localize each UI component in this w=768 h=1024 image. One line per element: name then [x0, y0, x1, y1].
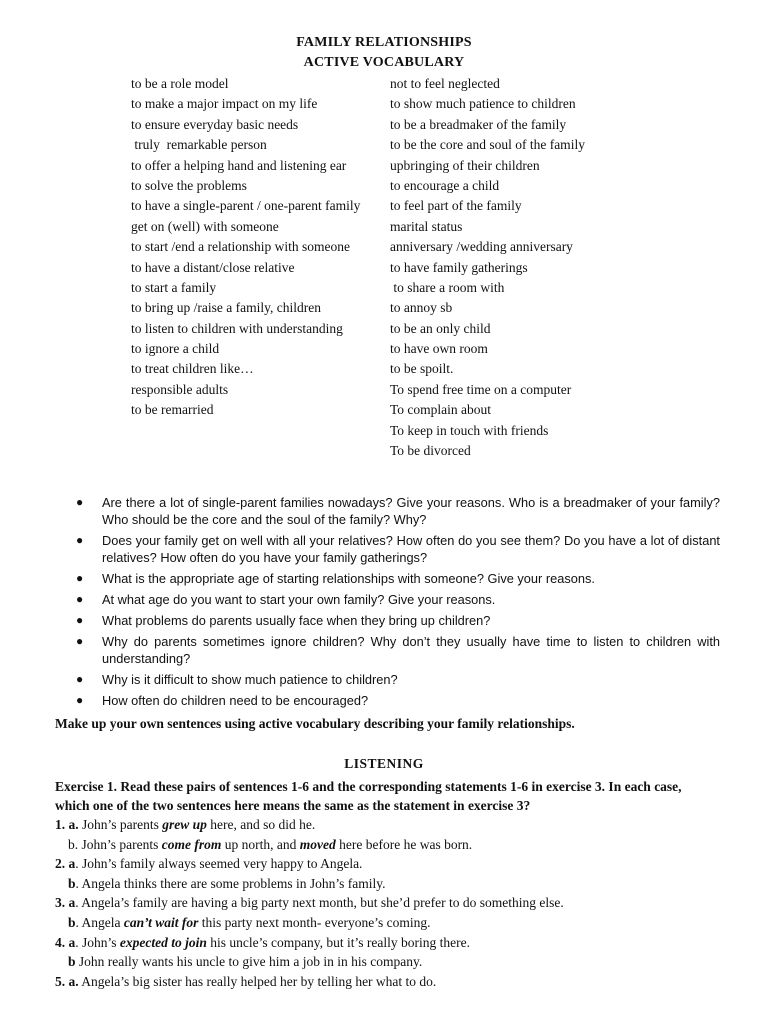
vocab-item: to annoy sb	[390, 300, 453, 316]
vocab-item: to feel part of the family	[390, 198, 522, 214]
vocab-item: to be spoilt.	[390, 361, 454, 377]
exercise-item-4b: b John really wants his uncle to give him a job in in his company.	[68, 954, 423, 970]
question-item: ● Are there a lot of single-parent families nowadays? Give your reasons. Who is a breadmaker of your family? Who should be the core and the soul of the family? Why?	[76, 495, 720, 527]
vocab-item: to ignore a child	[131, 341, 220, 357]
vocab-item: to make a major impact on my life	[131, 96, 318, 112]
vocab-item: to solve the problems	[131, 177, 247, 193]
bullet-icon: ●	[76, 592, 84, 606]
exercise-heading: Exercise 1. Read these pairs of sentences 1-6 and the corresponding statements 1-6 in exercise 3. In each case, which one of the two sentences here means the same as the statement in exercise 3?	[55, 779, 682, 813]
vocab-item: To keep in touch with friends	[390, 422, 549, 438]
vocab-item: to show much patience to children	[390, 96, 576, 112]
vocab-item: to have a single-parent / one-parent family	[131, 198, 361, 214]
vocab-item: to bring up /raise a family, children	[131, 300, 321, 316]
question-item: ● At what age do you want to start your own family? Give your reasons.	[76, 592, 496, 607]
vocab-item: to be a role model	[131, 76, 229, 91]
question-item: ● Why is it difficult to show much patience to children?	[76, 672, 398, 687]
vocab-item: not to feel neglected	[390, 76, 500, 91]
discussion-questions	[55, 494, 720, 713]
vocab-item: to share a room with	[390, 279, 505, 295]
vocab-item: to ensure everyday basic needs	[131, 116, 299, 132]
bullet-icon: ●	[76, 571, 84, 585]
vocab-item: to treat children like…	[131, 361, 254, 377]
page-title: FAMILY RELATIONSHIPS	[296, 35, 472, 50]
vocab-item: To spend free time on a computer	[390, 381, 572, 397]
vocab-item: To complain about	[390, 402, 492, 418]
exercise-item-3b: b. Angela can’t wait for this party next month- everyone’s coming.	[68, 914, 431, 930]
bullet-icon: ●	[76, 634, 84, 648]
vocab-item: responsible adults	[131, 381, 229, 397]
bullet-icon: ●	[76, 672, 84, 686]
vocab-item: to have own room	[390, 341, 488, 357]
vocab-item: to be a breadmaker of the family	[390, 116, 567, 132]
exercise-item-1a: 1. a. John’s parents grew up here, and so did he.	[55, 817, 316, 832]
vocab-item: to listen to children with understanding	[131, 320, 343, 336]
section-subtitle: ACTIVE VOCABULARY	[303, 55, 465, 70]
question-item: ● What is the appropriate age of starting relationships with someone? Give your reasons.	[76, 571, 595, 586]
vocab-item: to offer a helping hand and listening ear	[131, 157, 347, 173]
vocab-item: to have a distant/close relative	[131, 259, 295, 275]
exercise-items	[55, 815, 735, 991]
exercise-item-2b: b. Angela thinks there are some problems in John’s family.	[68, 875, 386, 891]
question-item: ● What problems do parents usually face when they bring up children?	[76, 613, 491, 628]
vocab-item: marital status	[390, 218, 463, 234]
bullet-icon: ●	[76, 533, 84, 547]
vocab-item: To be divorced	[390, 443, 471, 459]
exercise-item-2a: 2. a. John’s family always seemed very happy to Angela.	[55, 856, 363, 872]
vocab-column-left	[131, 75, 381, 422]
bullet-icon: ●	[76, 613, 84, 627]
vocab-item: to be an only child	[390, 320, 491, 336]
question-item: ● Why do parents sometimes ignore children? Why don’t they usually have time to listen to children with understanding?	[76, 634, 720, 666]
vocab-item: truly remarkable person	[131, 137, 267, 153]
vocab-item: to be remarried	[131, 402, 214, 418]
vocab-item: upbringing of their children	[390, 157, 540, 173]
vocab-item: to start a family	[131, 279, 217, 295]
vocab-item: to have family gatherings	[390, 259, 528, 275]
listening-heading: LISTENING	[344, 756, 424, 771]
vocab-column-right	[390, 75, 690, 462]
vocab-item: anniversary /wedding anniversary	[390, 239, 573, 255]
bullet-icon: ●	[76, 495, 84, 509]
question-item: ● How often do children need to be encouraged?	[76, 693, 369, 708]
exercise-item-4a: 4. a. John’s expected to join his uncle’s company, but it’s really boring there.	[55, 934, 470, 950]
vocab-item: get on (well) with someone	[131, 218, 279, 234]
exercise-item-5a: 5. a. Angela’s big sister has really helped her by telling her what to do.	[55, 973, 437, 989]
exercise-item-1b: b. John’s parents come from up north, and moved here before he was born.	[68, 836, 473, 852]
vocab-item: to start /end a relationship with someone	[131, 239, 350, 255]
bullet-icon: ●	[76, 693, 84, 707]
writing-instruction: Make up your own sentences using active vocabulary describing your family relationships.	[55, 716, 575, 731]
vocab-item: to be the core and soul of the family	[390, 137, 585, 153]
vocab-item: to encourage a child	[390, 177, 500, 193]
question-item: ● Does your family get on well with all your relatives? How often do you see them? Do you have a lot of distant relatives? How often do you have your family gatherings?	[76, 533, 720, 565]
exercise-item-3a: 3. a. Angela’s family are having a big party next month, but she’d prefer to do something else.	[55, 895, 564, 911]
